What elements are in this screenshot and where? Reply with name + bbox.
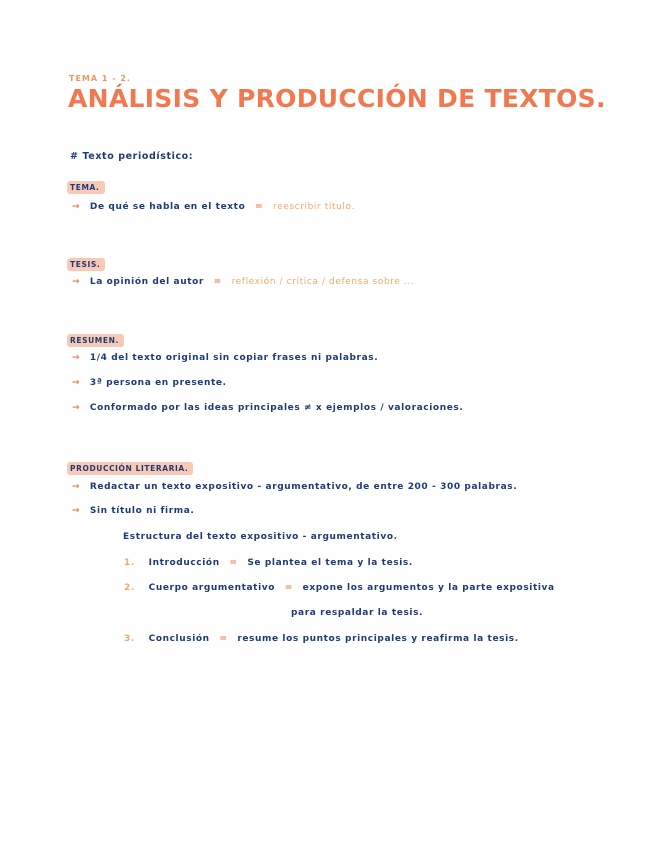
section-subheading: # Texto periodístico: — [70, 151, 194, 162]
tesis-text: La opinión del autor — [89, 277, 204, 287]
estructura-title: Estructura del texto expositivo - argumentativo. — [123, 532, 398, 542]
resumen-badge: RESUMEN. — [67, 334, 124, 347]
tema-note: reescribir título. — [272, 202, 355, 212]
tesis-note: reflexión / crítica / defensa sobre ... — [231, 277, 415, 287]
tesis-badge-wrap — [67, 252, 105, 271]
tesis-line — [72, 277, 414, 287]
equals-sign: = — [284, 583, 293, 593]
arrow-icon: → — [72, 378, 81, 388]
arrow-icon: → — [72, 277, 81, 287]
estructura-continuation: para respaldar la tesis. — [291, 608, 424, 618]
tema-text: De qué se habla en el texto — [89, 202, 246, 212]
equals-sign: = — [229, 558, 238, 568]
resumen-item-text: Conformado por las ideas principales ≠ x ejemplos / valoraciones. — [89, 403, 464, 413]
page-title: ANÁLISIS Y PRODUCCIÓN DE TEXTOS. — [68, 84, 606, 113]
tema-badge: TEMA. — [67, 181, 105, 194]
tesis-badge: TESIS. — [67, 258, 105, 271]
tema-label: TEMA 1 - 2. — [69, 74, 131, 83]
estructura-item — [124, 558, 413, 568]
arrow-icon: → — [72, 482, 81, 492]
estructura-label: Cuerpo argumentativo — [148, 583, 276, 593]
list-item — [72, 403, 463, 413]
produccion-item-text: Redactar un texto expositivo - argumentativo, de entre 200 - 300 palabras. — [89, 482, 518, 492]
arrow-icon: → — [72, 506, 81, 516]
arrow-icon: → — [72, 353, 81, 363]
resumen-item-text: 1/4 del texto original sin copiar frases ni palabras. — [89, 353, 379, 363]
item-number: 3. — [124, 634, 135, 644]
produccion-badge: PRODUCCIÓN LITERARIA. — [67, 462, 193, 475]
list-item — [72, 378, 227, 388]
produccion-badge-wrap — [67, 456, 193, 475]
estructura-text: Se plantea el tema y la tesis. — [247, 558, 413, 568]
resumen-badge-wrap — [67, 328, 124, 347]
equals-sign: = — [219, 634, 228, 644]
list-item — [72, 506, 194, 516]
arrow-icon: → — [72, 202, 81, 212]
resumen-item-text: 3ª persona en presente. — [89, 378, 227, 388]
estructura-item — [124, 634, 519, 644]
tema-line — [72, 202, 355, 212]
estructura-label: Introducción — [148, 558, 220, 568]
equals-sign: = — [255, 202, 264, 212]
estructura-text: resume los puntos principales y reafirma la tesis. — [237, 634, 519, 644]
tema-badge-wrap — [67, 175, 105, 194]
estructura-text: expone los argumentos y la parte expositiva — [302, 583, 555, 593]
equals-sign: = — [213, 277, 222, 287]
item-number: 2. — [124, 583, 135, 593]
item-number: 1. — [124, 558, 135, 568]
produccion-item-text: Sin título ni firma. — [89, 506, 195, 516]
arrow-icon: → — [72, 403, 81, 413]
estructura-item — [124, 583, 555, 593]
list-item — [72, 353, 378, 363]
estructura-label: Conclusión — [148, 634, 210, 644]
list-item — [72, 482, 517, 492]
